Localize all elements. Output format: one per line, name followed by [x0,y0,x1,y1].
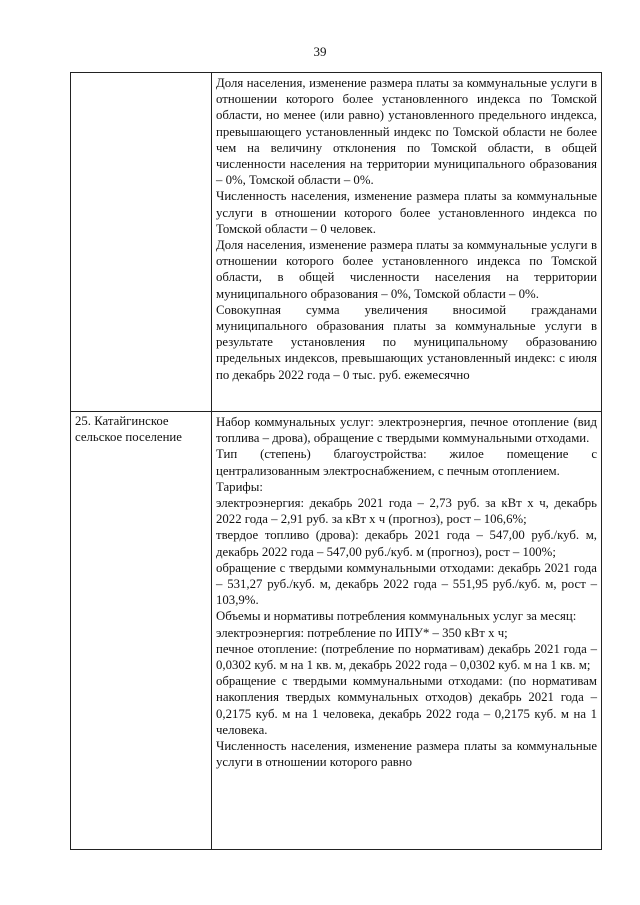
table-row [71,73,601,411]
description-cell [212,413,601,770]
paragraph: обращение с твердыми коммунальными отходами: декабрь 2021 года – 531,27 руб./куб. м, декабрь 2022 года – 551,95 руб./куб. м, рост – 103,9%. [216,560,597,608]
document-table [70,72,602,850]
paragraph: Численность населения, изменение размера платы за коммунальные услуги в отношении которого более установленного индекса по Томской области – 0 человек. [216,189,597,236]
paragraph: Набор коммунальных услуг: электроэнергия, печное отопление (вид топлива – дрова), обращение с твердыми коммунальными отходами. [216,415,597,446]
paragraph: Объемы и нормативы потребления коммунальных услуг за месяц: [216,609,577,624]
paragraph: печное отопление: (потребление по нормативам) декабрь 2021 года – 0,0302 куб. м на 1 кв. м, декабрь 2022 года – 0,0302 куб. м на 1 кв. м; [216,641,597,673]
page-number: 39 [313,44,327,59]
paragraph: Доля населения, изменение размера платы за коммунальные услуги в отношении которого более установленного индекса по Томской области, но менее (или равно) установленного предельного индекса, превышающего установленный индекс по Томской области не более чем на величину отклонения по Томской области, в общей численности населения на территории муниципального образования – 0%, Томской области – 0%. [216,76,597,188]
paragraph: Совокупная сумма увеличения вносимой гражданами муниципального образования платы за коммунальные услуги в результате установления по муниципальному образованию предельных индексов, превышающих установленный индекс: с июля по декабрь 2022 года – 0 тыс. руб. ежемесячно [216,302,597,382]
paragraph: электроэнергия: потребление по ИПУ* – 350 кВт x ч; [216,625,508,640]
table-row [71,411,601,849]
paragraph: Численность населения, изменение размера платы за коммунальные услуги в отношении которого равно [216,739,597,770]
paragraph: Тарифы: [216,479,263,494]
description-cell [212,74,601,383]
municipality-cell [71,73,211,75]
municipality-cell: 25. Катайгинское сельское поселение [75,414,182,445]
paragraph: обращение с твердыми коммунальными отходами: (по нормативам накопления твердых коммунальных отходов) декабрь 2021 года – 0,2175 куб. м на 1 человека, декабрь 2022 года – 0,2175 куб. м на 1 человека. [216,674,597,737]
paragraph: Доля населения, изменение размера платы за коммунальные услуги в отношении которого более установленного индекса по Томской области, в общей численности населения на территории муниципального образования – 0%, Томской области – 0%. [216,238,597,301]
paragraph: электроэнергия: декабрь 2021 года – 2,73 руб. за кВт x ч, декабрь 2022 года – 2,91 руб. за кВт x ч (прогноз), рост – 106,6%; [216,496,597,527]
paragraph: твердое топливо (дрова): декабрь 2021 года – 547,00 руб./куб. м, декабрь 2022 года – 547,00 руб./куб. м (прогноз), рост – 100%; [216,528,597,559]
paragraph: Тип (степень) благоустройства: жилое помещение с централизованным электроснабжением, с печным отоплением. [216,447,597,478]
